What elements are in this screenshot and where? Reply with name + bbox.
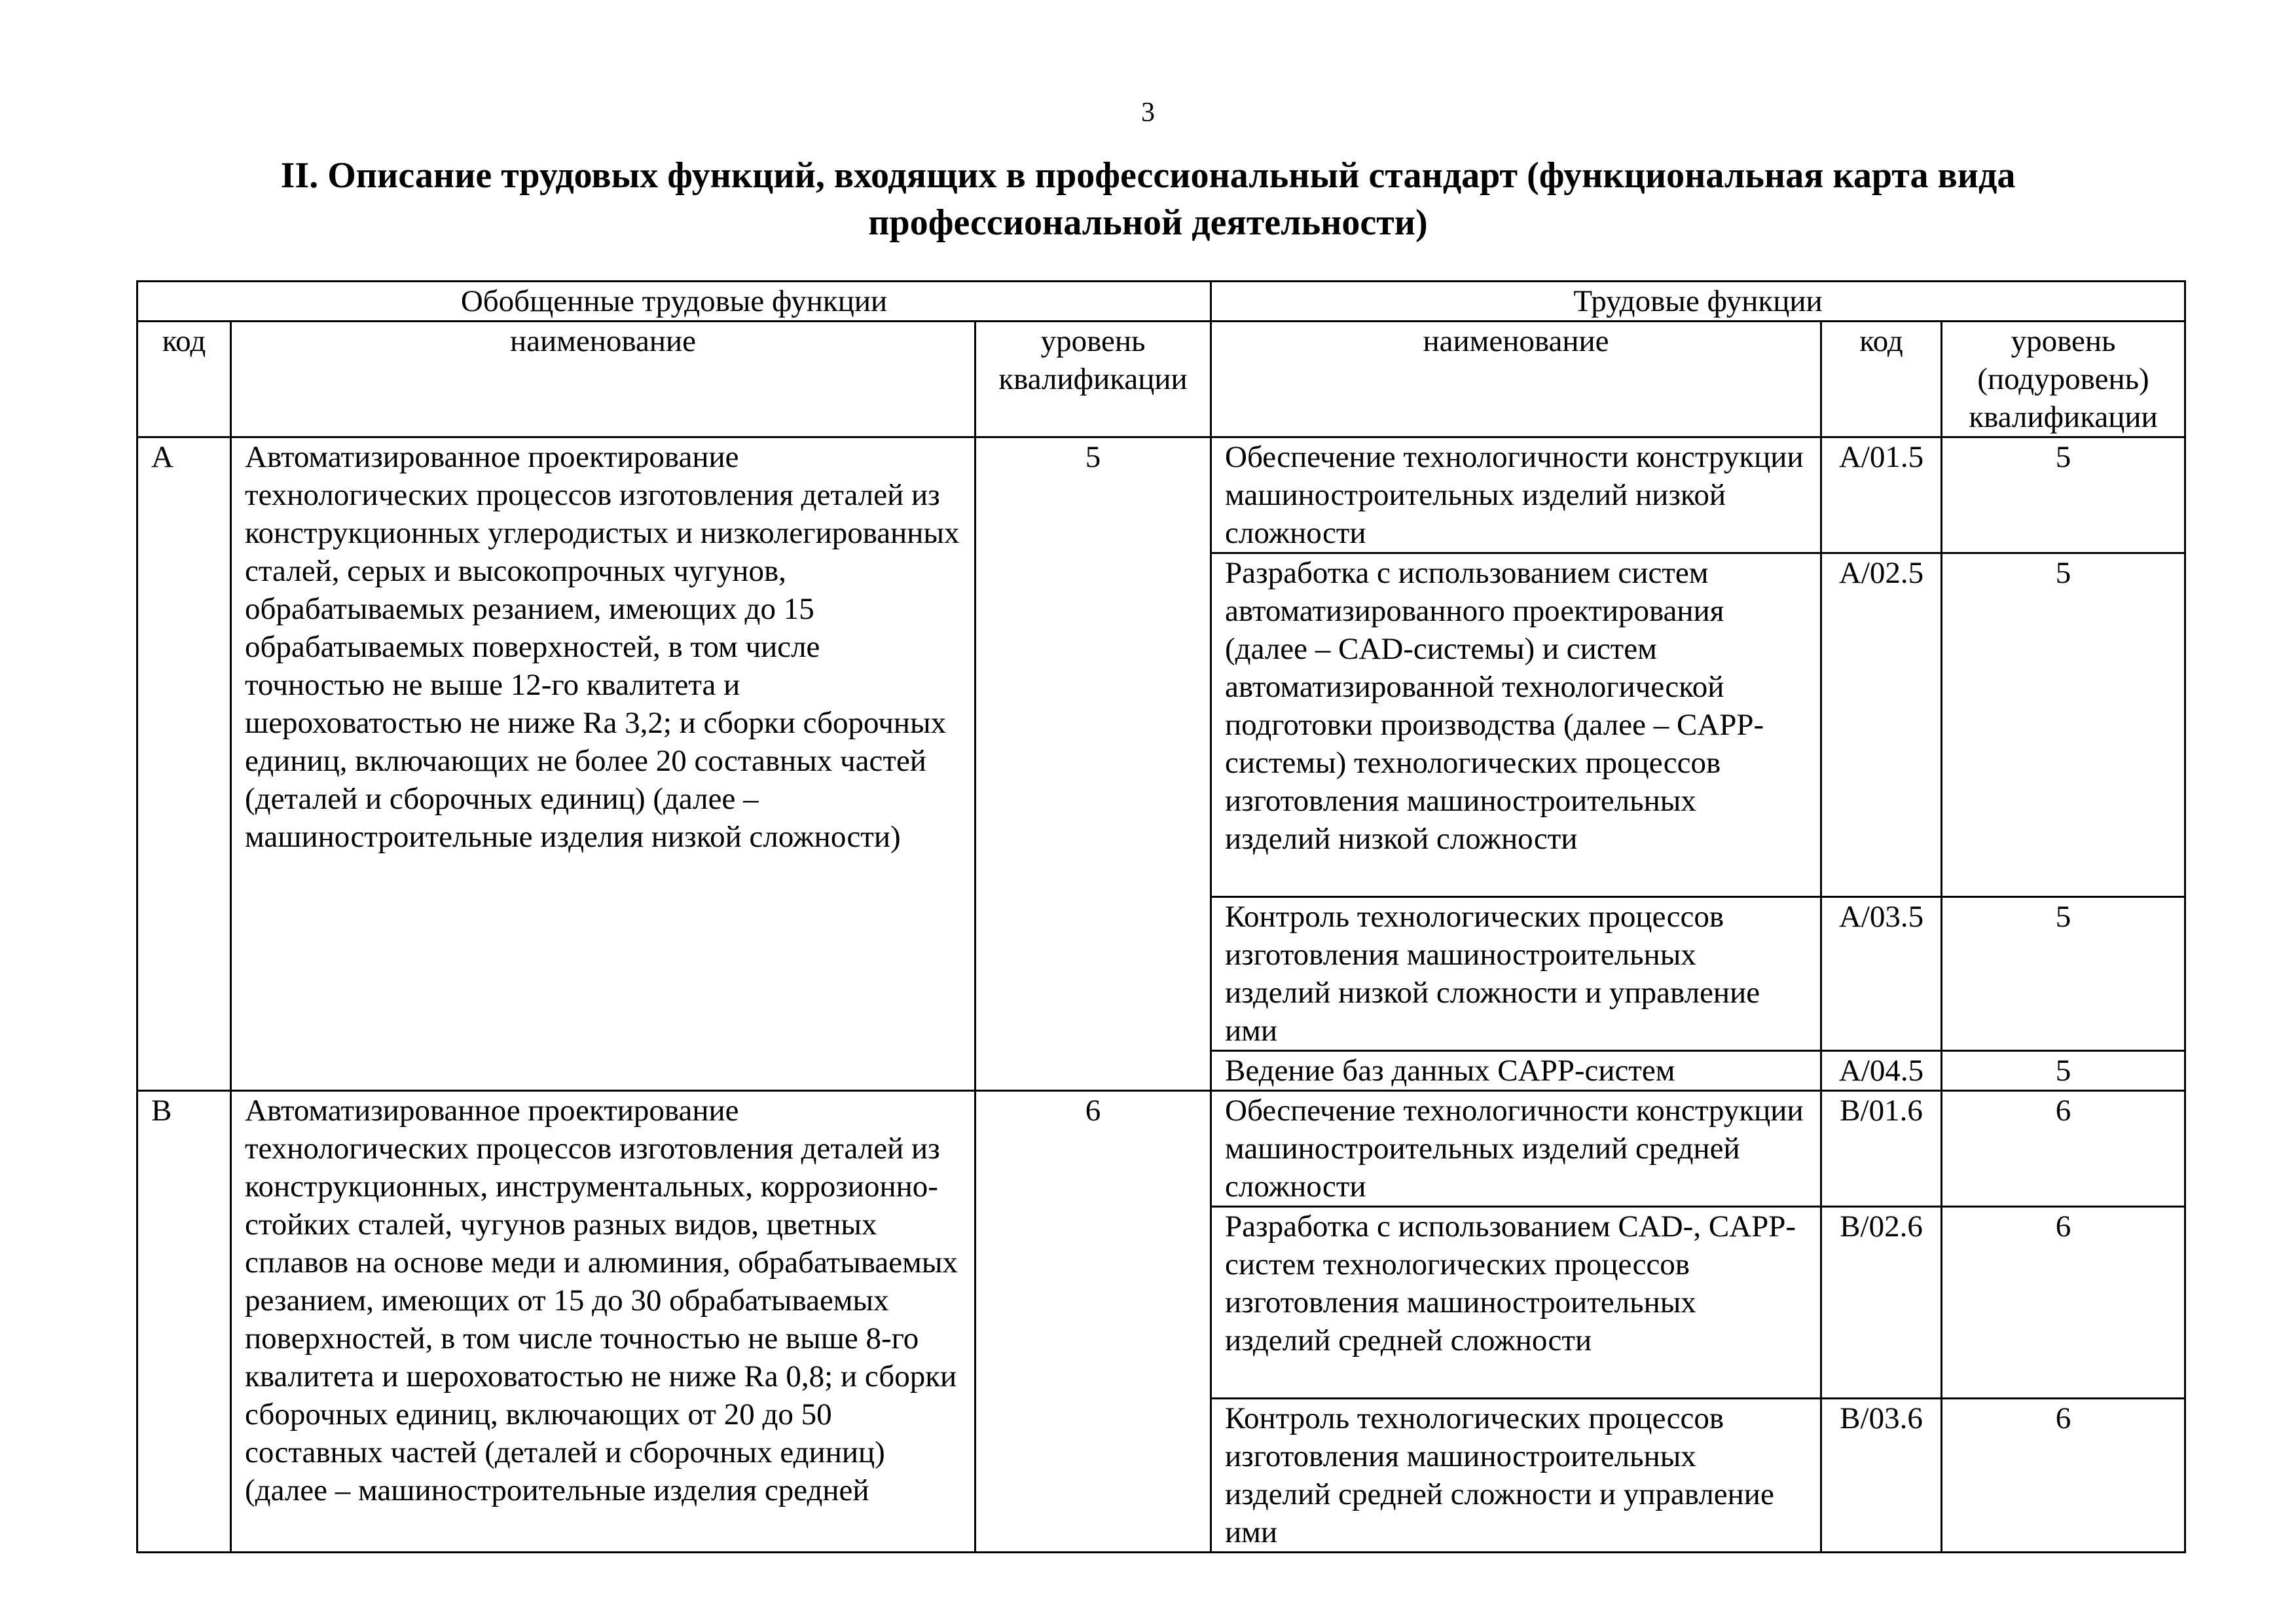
function-code: A/03.5 — [1821, 897, 1942, 1051]
page-number: 3 — [1141, 98, 1155, 128]
function-code: A/02.5 — [1821, 553, 1942, 897]
group-code: A — [137, 437, 231, 1091]
page-title: II. Описание трудовых функций, входящих в профессиональный стандарт (функциональная карта вида профессиональной деятельности) — [280, 155, 2016, 243]
function-name: Разработка с использованием CAD-, CAPP-систем технологических процессов изготовления машиностроительных изделий средней сложности — [1211, 1207, 1821, 1399]
function-level: 5 — [1942, 1051, 2185, 1091]
function-name: Разработка с использованием систем автоматизированного проектирования (далее – CAD-системы) и систем автоматизированной технологической подготовки производства (далее – CAPP-системы) технологических процессов изготовления машиностроительных изделий низкой сложности — [1211, 553, 1821, 897]
function-code: A/01.5 — [1821, 437, 1942, 553]
group-code: B — [137, 1091, 231, 1553]
table-row — [137, 437, 2185, 553]
function-level: 5 — [1942, 437, 2185, 553]
function-name: Контроль технологических процессов изготовления машиностроительных изделий средней сложности и управление ими — [1211, 1399, 1821, 1553]
header-name: наименование — [231, 322, 975, 437]
function-name: Ведение баз данных CAPP-систем — [1211, 1051, 1821, 1091]
function-name: Контроль технологических процессов изготовления машиностроительных изделий низкой сложности и управление ими — [1211, 897, 1821, 1051]
function-level: 5 — [1942, 897, 2185, 1051]
function-level: 6 — [1942, 1091, 2185, 1207]
header-tf-code: код — [1821, 322, 1942, 437]
header-tf-name: наименование — [1211, 322, 1821, 437]
function-name: Обеспечение технологичности конструкции машиностроительных изделий средней сложности — [1211, 1091, 1821, 1207]
group-level: 6 — [975, 1091, 1211, 1553]
functional-map-table — [136, 280, 2186, 1553]
group-name: Автоматизированное проектирование технологических процессов изготовления деталей из конструкционных, инструментальных, коррозионно-стойких сталей, чугунов разных видов, цветных сплавов на основе меди и алюминия, обрабатываемых резанием, имеющих от 15 до 30 обрабатываемых поверхностей, в том числе точностью не выше 8-го квалитета и шероховатостью не ниже Ra 0,8; и сборки сборочных единиц, включающих от 20 до 50 составных частей (деталей и сборочных единиц) (далее – машиностроительные изделия средней — [231, 1091, 975, 1553]
function-code: B/02.6 — [1821, 1207, 1942, 1399]
header-level: уровень квалификации — [975, 322, 1211, 437]
function-code: B/03.6 — [1821, 1399, 1942, 1553]
function-code: A/04.5 — [1821, 1051, 1942, 1091]
header-tf-level: уровень (подуровень) квалификации — [1942, 322, 2185, 437]
header-code: код — [137, 322, 231, 437]
function-level: 5 — [1942, 553, 2185, 897]
group-level: 5 — [975, 437, 1211, 1091]
group-name: Автоматизированное проектирование технологических процессов изготовления деталей из конструкционных углеродистых и низколегированных сталей, серых и высокопрочных чугунов, обрабатываемых резанием, имеющих до 15 обрабатываемых поверхностей, в том числе точностью не выше 12-го квалитета и шероховатостью не ниже Ra 3,2; и сборки сборочных единиц, включающих не более 20 составных частей (деталей и сборочных единиц) (далее – машиностроительные изделия низкой сложности) — [231, 437, 975, 1091]
table-row — [137, 1091, 2185, 1207]
function-level: 6 — [1942, 1399, 2185, 1553]
header-generalized-functions: Обобщенные трудовые функции — [137, 282, 1211, 322]
function-name: Обеспечение технологичности конструкции машиностроительных изделий низкой сложности — [1211, 437, 1821, 553]
function-code: B/01.6 — [1821, 1091, 1942, 1207]
function-level: 6 — [1942, 1207, 2185, 1399]
header-labor-functions: Трудовые функции — [1211, 282, 2185, 322]
